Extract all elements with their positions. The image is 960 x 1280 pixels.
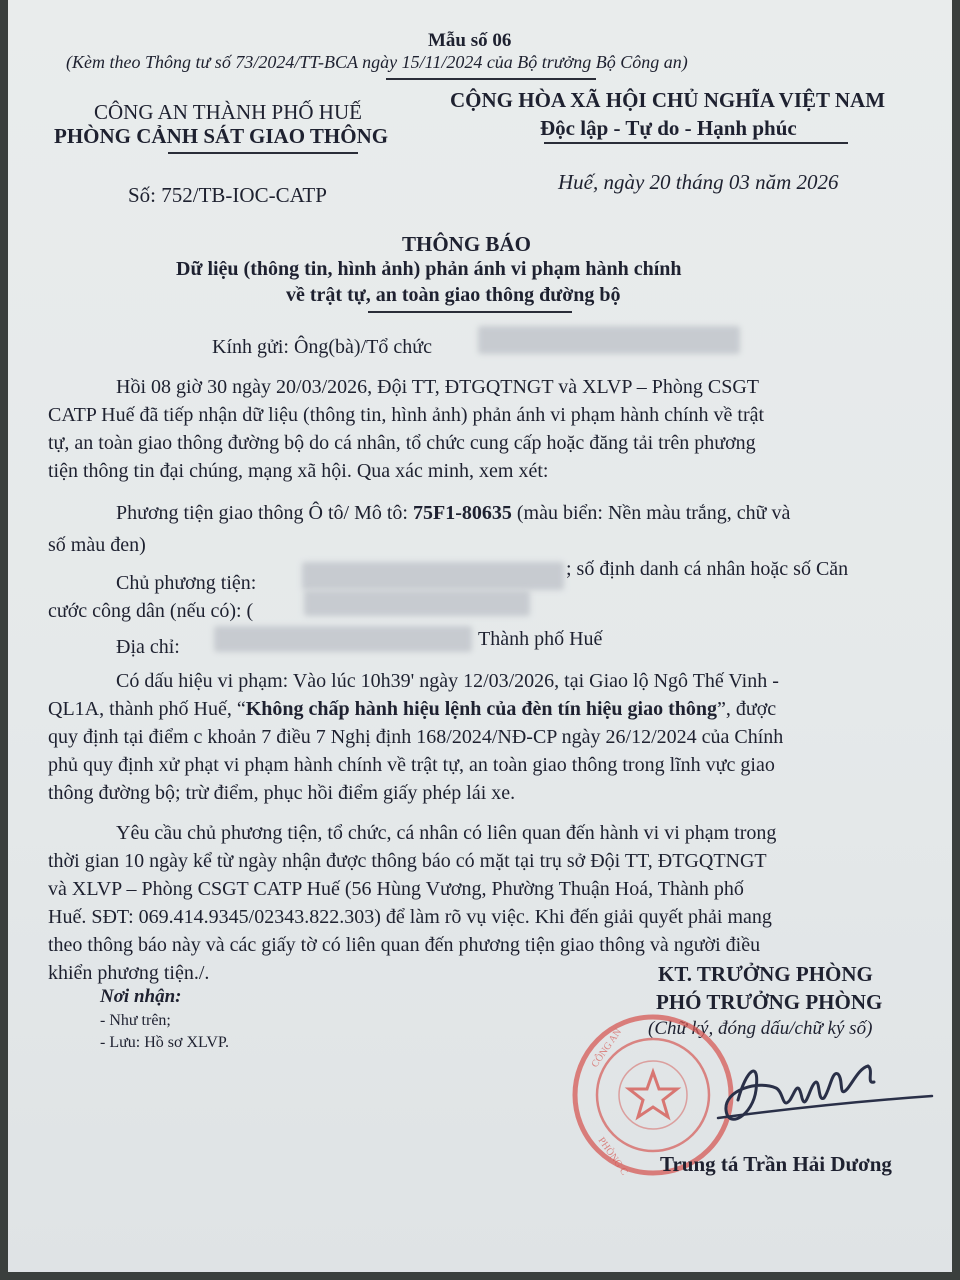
handwritten-signature [698, 1040, 938, 1140]
redacted-recipient [478, 326, 740, 354]
violation-line-2-post: ”, được [717, 698, 777, 720]
violation-line-2 [48, 696, 776, 723]
para1-line-4: tiện thông tin đại chúng, mạng xã hội. Qua xác minh, xem xét: [48, 460, 549, 482]
recipients-heading: Nơi nhận: [100, 986, 182, 1007]
department-underline [168, 152, 358, 154]
star-emblem-icon [629, 1072, 677, 1117]
request-line-1: Yêu cầu chủ phương tiện, tổ chức, cá nhân có liên quan đến hành vi vi phạm trong [116, 822, 777, 844]
title-underline [368, 311, 572, 313]
signer-title-1: KT. TRƯỞNG PHÒNG [658, 962, 873, 986]
redacted-address [214, 626, 472, 652]
address-city: Thành phố Huế [478, 628, 603, 650]
request-line-2: thời gian 10 ngày kể từ ngày nhận được thông báo có mặt tại trụ sở Đội TT, ĐTGQTNGT [48, 850, 767, 872]
violation-description: Không chấp hành hiệu lệnh của đèn tín hiệu giao thông [245, 698, 717, 720]
national-motto: Độc lập - Tự do - Hạnh phúc [540, 116, 797, 140]
address-label: Địa chỉ: [116, 636, 180, 658]
redacted-owner-id [304, 590, 530, 616]
vehicle-suffix: (màu biển: Nền màu trắng, chữ và [511, 502, 791, 524]
motto-underline [544, 142, 848, 144]
owner-id-label: ; số định danh cá nhân hoặc số Căn [566, 558, 849, 580]
violation-line-2-pre: QL1A, thành phố Huế, “ [48, 698, 246, 720]
owner-label: Chủ phương tiện: [116, 572, 257, 594]
document-page [8, 0, 952, 1272]
signer-title-2: PHÓ TRƯỞNG PHÒNG [656, 990, 883, 1014]
title-subline-2: về trật tự, an toàn giao thông đường bộ [286, 284, 621, 306]
department-name: PHÒNG CẢNH SÁT GIAO THÔNG [54, 124, 389, 148]
request-line-6: khiển phương tiện./. [48, 962, 210, 984]
para1-line-1: Hồi 08 giờ 30 ngày 20/03/2026, Đội TT, ĐTGQTNGT và XLVP – Phòng CSGT [116, 376, 759, 398]
violation-line-4: phủ quy định xử phạt vi phạm hành chính về trật tự, an toàn giao thông trong lĩnh vực giao [48, 754, 775, 776]
svg-text:PHÒNG C: PHÒNG C [595, 1135, 630, 1178]
vehicle-prefix: Phương tiện giao thông Ô tô/ Mô tô: [116, 502, 413, 524]
recipient-label: Kính gửi: Ông(bà)/Tổ chức [212, 336, 432, 358]
form-attachment-note: (Kèm theo Thông tư số 73/2024/TT-BCA ngày 15/11/2024 của Bộ trưởng Bộ Công an) [66, 52, 688, 72]
request-line-4: Huế. SĐT: 069.414.9345/02343.822.303) để làm rõ vụ việc. Khi đến giải quyết phải mang [48, 906, 772, 928]
svg-text:CÔNG AN: CÔNG AN [589, 1026, 625, 1070]
recipients-item-2: - Lưu: Hồ sơ XLVP. [100, 1034, 229, 1051]
agency-name: CÔNG AN THÀNH PHỐ HUẾ [94, 100, 362, 124]
vehicle-line-2: số màu đen) [48, 534, 146, 556]
request-line-3: và XLVP – Phòng CSGT CATP Huế (56 Hùng Vương, Phường Thuận Hoá, Thành phố [48, 878, 744, 900]
recipients-item-1: - Như trên; [100, 1012, 171, 1029]
signer-name: Trung tá Trần Hải Dương [660, 1152, 892, 1176]
signature-note: (Chữ ký, đóng dấu/chữ ký số) [648, 1018, 873, 1039]
country-name: CỘNG HÒA XÃ HỘI CHỦ NGHĨA VIỆT NAM [450, 88, 886, 112]
document-date: Huế, ngày 20 tháng 03 năm 2026 [558, 170, 839, 194]
title-subline-1: Dữ liệu (thông tin, hình ảnh) phản ánh vi phạm hành chính [176, 258, 682, 280]
form-number: Mẫu số 06 [428, 30, 512, 51]
violation-line-5: thông đường bộ; trừ điểm, phục hồi điểm giấy phép lái xe. [48, 782, 516, 804]
license-plate: 75F1-80635 [412, 502, 512, 524]
redacted-owner-name [302, 562, 564, 590]
violation-line-1: Có dấu hiệu vi phạm: Vào lúc 10h39' ngày 12/03/2026, tại Giao lộ Ngô Thế Vinh - [116, 670, 779, 692]
para1-line-2: CATP Huế đã tiếp nhận dữ liệu (thông tin, hình ảnh) phản ánh vi phạm hành chính về trật [48, 404, 765, 426]
vehicle-line [116, 500, 790, 527]
document-number: Số: 752/TB-IOC-CATP [128, 183, 327, 207]
violation-line-3: quy định tại điểm c khoản 7 điều 7 Nghị định 168/2024/NĐ-CP ngày 26/12/2024 của Chính [48, 726, 784, 748]
document-title: THÔNG BÁO [402, 232, 531, 256]
form-underline [386, 78, 596, 80]
request-line-5: theo thông báo này và các giấy tờ có liên quan đến phương tiện giao thông và người điều [48, 934, 761, 956]
owner-line-2: cước công dân (nếu có): ( [48, 600, 254, 622]
para1-line-3: tự, an toàn giao thông đường bộ do cá nhân, tổ chức cung cấp hoặc đăng tải trên phương [48, 432, 756, 454]
